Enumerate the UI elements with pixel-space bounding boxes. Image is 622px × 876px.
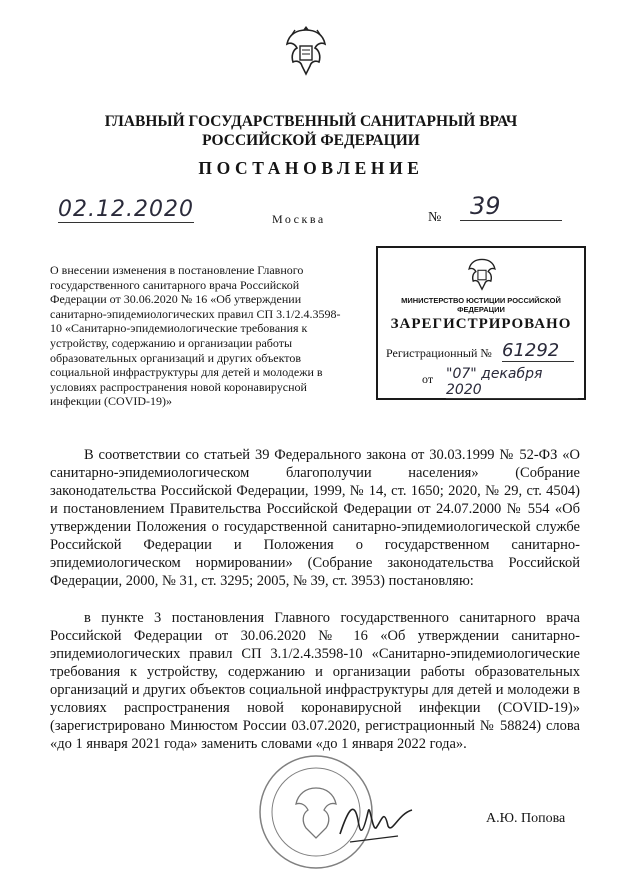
signatory-name: А.Ю. Попова [486, 811, 566, 826]
preamble-paragraph: В соответствии со статьей 39 Федерального закона от 30.03.1999 № 52-ФЗ «О санитарно-эпидемиологическом благополучии населения» (Собрание законодательства Российской Федерации, 1999, № 14, ст. 1650; 2020, № 29, ст. 4504) и постановлением Правительства Российской Федерации от 24.07.2000 № 554 «Об утверждении Положения о государственной санитарно-эпидемиологической службе Российской Федерации и Положения о государственном санитарно-эпидемиологическом нормировании» (Собрание законодательства Российской Федерации, 2000, № 31, ст. 3295; 2005, № 39, ст. 3953) постановляю: [50, 447, 580, 589]
coat-of-arms-icon [466, 254, 498, 292]
authority-name-line1: ГЛАВНЫЙ ГОСУДАРСТВЕННЫЙ САНИТАРНЫЙ ВРАЧ [104, 113, 518, 130]
authority-name-line2: РОССИЙСКОЙ ФЕДЕРАЦИИ [202, 132, 420, 149]
document-title: ПОСТАНОВЛЕНИЕ [198, 158, 424, 178]
registration-stamp [376, 246, 586, 400]
reg-number: 61292 [502, 340, 574, 362]
decree-date: 02.12.2020 [58, 197, 194, 222]
decree-number: 39 [460, 192, 562, 221]
city: Москва [272, 212, 326, 226]
ministry-name: МИНИСТЕРСТВО ЮСТИЦИИ РОССИЙСКОЙ ФЕДЕРАЦИИ [401, 296, 561, 314]
registered-label: ЗАРЕГИСТРИРОВАНО [390, 316, 572, 332]
number-label: № [428, 210, 442, 225]
reg-date-label: от [422, 372, 434, 386]
coat-of-arms-icon [283, 22, 329, 78]
decree-subject: О внесении изменения в постановление Главного государственного санитарного врача Российской Федерации от 30.06.2020 № 16 «Об утверждении санитарно-эпидемиологических правил СП 3.1/2.4.3598-10 «Санитарно-эпидемиологические требования к устройству, содержанию и организации работы образовательных организаций и других объектов социальной инфраструктуры для детей и молодежи в условиях распространения новой коронавирусной инфекции (COVID-19)» [50, 263, 341, 409]
signature-icon [336, 790, 416, 850]
reg-number-label: Регистрационный № [386, 346, 492, 360]
reg-date: "07" декабря 2020 [446, 366, 578, 399]
decree-paragraph: в пункте 3 постановления Главного государственного санитарного врача Российской Федерации от 30.06.2020 № 16 «Об утверждении санитарно-эпидемиологических правил СП 3.1/2.4.3598-10 «Санитарно-эпидемиологические требования к устройству, содержанию и организации работы образовательных организаций и других объектов социальной инфраструктуры для детей и молодежи в условиях распространения новой коронавирусной инфекции (COVID-19)» (зарегистрировано Минюстом России 03.07.2020, регистрационный № 58824) слова «до 1 января 2021 года» заменить словами «до 1 января 2022 года». [50, 610, 580, 752]
